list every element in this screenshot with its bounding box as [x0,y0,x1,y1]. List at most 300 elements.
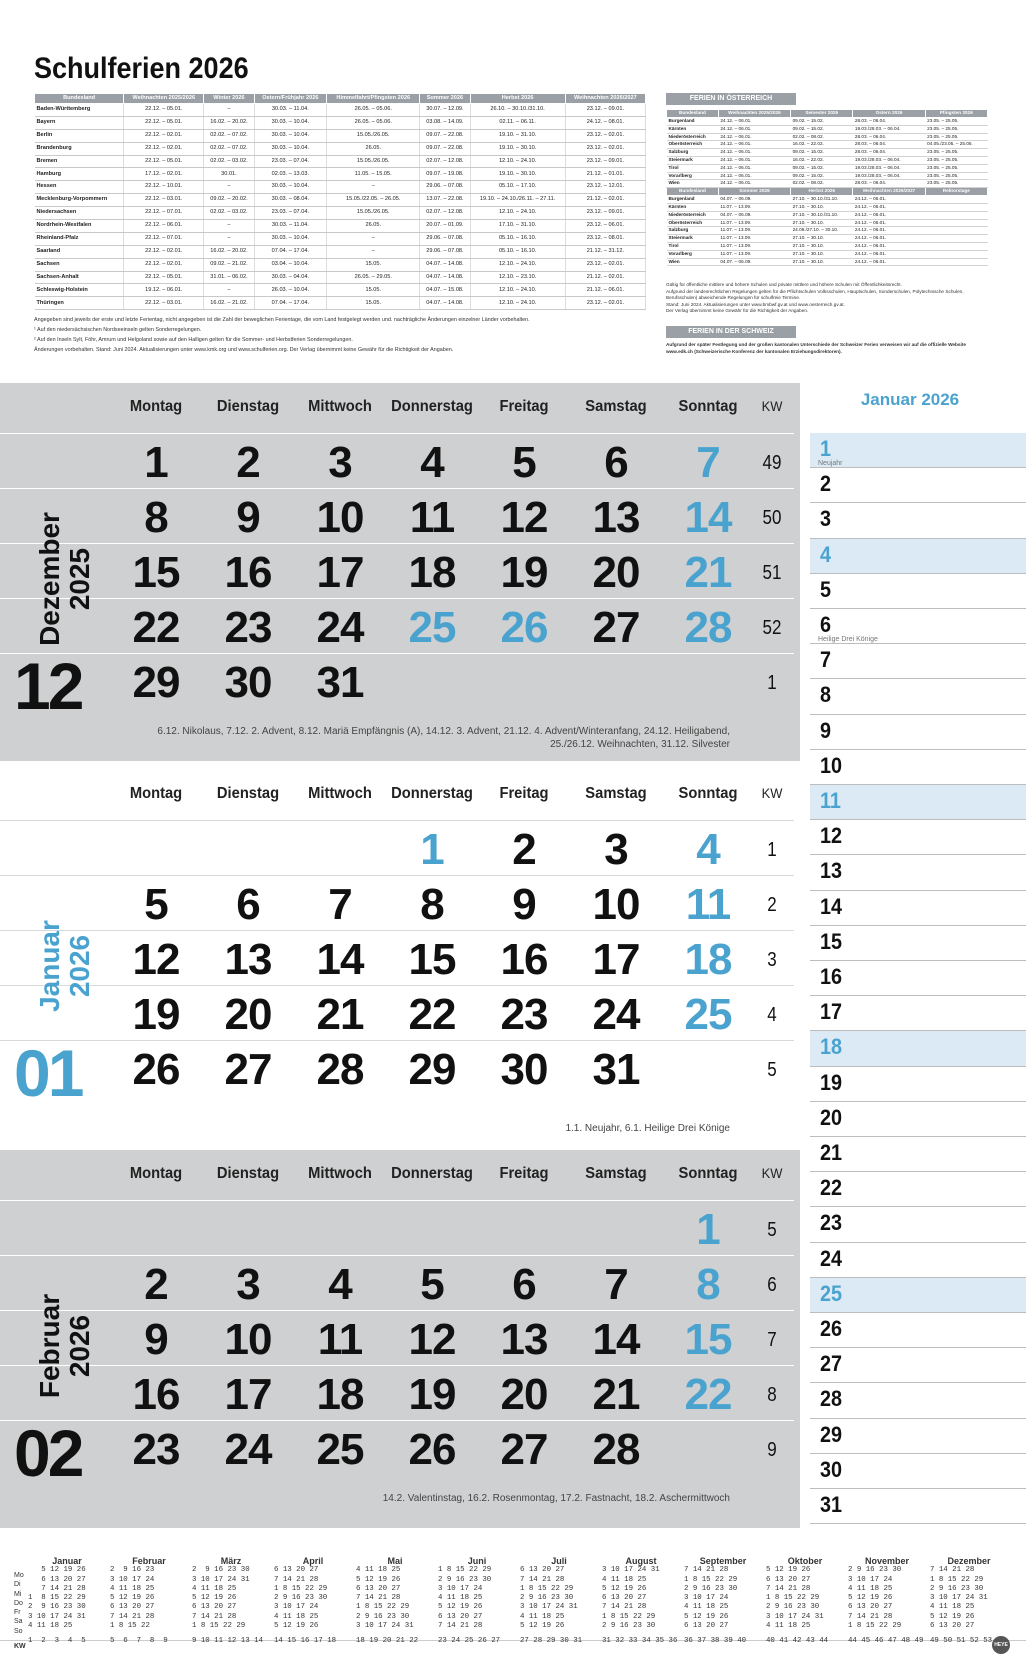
week-row [0,488,794,543]
day-cell[interactable]: 14 [592,1315,640,1364]
table-cell: 30.03. – 04.04. [254,271,327,284]
day-cell[interactable]: 10 [224,1315,272,1364]
table-cell: 15.05./26.05. [327,207,420,220]
austria-holiday-table [666,109,988,266]
table-cell: – [204,232,254,245]
day-cell[interactable]: 8 [144,493,168,542]
table-cell: 26.05. [327,220,420,233]
mini-month [192,1557,270,1647]
table-cell: 23.05. – 25.05. [925,149,987,157]
week-row [0,930,794,985]
day-list-row[interactable] [810,574,1026,609]
day-cell[interactable]: 15 [684,1315,732,1364]
table-header: Rektorstage [925,188,987,196]
day-cell[interactable]: 18 [684,935,732,984]
day-cell[interactable]: 13 [500,1315,548,1364]
table-cell: 12.10. – 24.10. [470,297,565,310]
day-cell[interactable]: 12 [500,493,548,542]
day-list-number: 22 [820,1175,843,1201]
weekday-label: Montag [129,785,183,802]
day-cell[interactable]: 3 [604,825,628,874]
table-cell: 09.02. – 21.02. [204,258,254,271]
table-cell: 19.03./28.03. – 06.04. [853,156,925,164]
table-cell [925,227,987,235]
table-cell [925,203,987,211]
holiday-line: 6.12. Nikolaus, 7.12. 2. Advent, 8.12. Mariä Empfängnis (A), 14.12. 3. Advent, 21.12. 4. Advent/Winteranfang, 24.12. Heiligabend, 25./26.12. Weihnachten, 31.12. Silvester [157,726,730,750]
day-cell[interactable]: 27 [592,603,640,652]
day-cell[interactable]: 24 [316,603,364,652]
weekday-label: Samstag [585,785,647,802]
day-cell[interactable]: 1 [420,825,444,874]
day-cell[interactable]: 6 [236,880,260,929]
day-cell[interactable]: 20 [592,548,640,597]
day-list-row[interactable] [810,1207,1026,1242]
state-cell: Burgenland [667,196,719,204]
table-cell: 26.03. – 10.04. [254,284,327,297]
table-cell: 23.12. – 12.01. [565,181,645,194]
day-list-number: 11 [820,788,841,813]
day-list-row[interactable] [810,503,1026,538]
day-cell[interactable]: 17 [316,548,364,597]
state-cell: Steiermark [667,235,719,243]
day-cell[interactable]: 31 [316,658,364,707]
day-cell[interactable]: 26 [132,1045,180,1094]
table-row [667,242,988,250]
day-cell[interactable]: 21 [316,990,364,1039]
weekday-label: Mittwoch [308,785,372,802]
weekday-label: Sonntag [678,785,738,802]
day-cell[interactable]: 16 [224,548,272,597]
day-list-row[interactable] [810,715,1026,750]
day-list-row[interactable] [810,750,1026,785]
table-row [667,149,988,157]
table-cell: 09.07. – 22.08. [420,142,470,155]
table-cell: 24.12. – 06.01. [853,235,925,243]
weekday-label: Donnerstag [391,1165,473,1182]
table-cell: 24.12. – 06.01. [718,172,790,180]
note-line: ¹ Auf den niedersächsischen Nordseeinseln gelten Sonderregelungen. [34,327,202,334]
table-row [667,164,988,172]
table-row [667,196,988,204]
day-cell[interactable]: 18 [316,1370,364,1419]
day-cell[interactable]: 1 [696,1205,720,1254]
table-cell: 22.12. – 02.01. [124,258,204,271]
state-cell: Hamburg [35,168,124,181]
day-cell[interactable]: 7 [328,880,352,929]
day-list-row[interactable] [810,891,1026,926]
mini-month-title: August [625,1556,657,1566]
day-list-number: 13 [820,858,843,884]
table-cell: 26.05. – 05.06. [327,116,420,129]
table-cell: 19.03./28.03. – 06.04. [853,125,925,133]
table-cell: 23.12. – 09.01. [565,155,645,168]
table-row [35,207,646,220]
holiday-line: 14.2. Valentinstag, 16.2. Rosenmontag, 17.2. Fastnacht, 18.2. Aschermittwoch [382,1493,730,1504]
table-cell: 22.12. – 05.01. [124,155,204,168]
day-cell[interactable]: 19 [500,548,548,597]
table-cell: 22.12. – 07.01. [124,232,204,245]
week-row [0,653,794,708]
table-row [667,172,988,180]
day-cell[interactable]: 2 [512,825,536,874]
day-list-row[interactable] [810,820,1026,855]
table-cell: 12.10. – 24.10. [470,155,565,168]
table-cell: 02.02. – 03.02. [204,207,254,220]
note-line: ² Auf den Inseln Sylt, Föhr, Amrum und Helgoland sowie auf den Halligen gelten für die Sommer- und Herbstferien Sonderregelungen. [34,337,353,344]
table-cell: 19.03./28.03. – 06.04. [853,164,925,172]
week-number: 51 [762,562,782,584]
table-cell: 11.07. – 13.09. [718,219,790,227]
state-cell: Oberösterreich [667,141,719,149]
week-number: 4 [767,1004,777,1026]
table-row [35,168,646,181]
table-cell: 24.12. – 06.01. [718,125,790,133]
table-row [35,142,646,155]
day-cell[interactable]: 26 [500,603,548,652]
day-list-number: 9 [820,717,832,743]
mini-month [274,1557,352,1647]
day-list-row[interactable] [810,644,1026,679]
day-list-row[interactable] [810,961,1026,996]
day-cell[interactable]: 4 [420,438,444,487]
day-cell[interactable]: 28 [316,1045,364,1094]
table-cell: 26.05. – 29.05. [327,271,420,284]
day-cell[interactable]: 10 [592,880,640,929]
day-list-row[interactable] [810,1454,1026,1489]
day-cell[interactable]: 30 [224,658,272,707]
state-cell: Mecklenburg-Vorpommern [35,194,124,207]
day-cell[interactable]: 24 [592,990,640,1039]
table-cell: 04.07. – 14.08. [420,297,470,310]
day-cell[interactable]: 5 [420,1260,444,1309]
day-list-row[interactable] [810,1031,1026,1066]
day-cell[interactable]: 11 [317,1315,363,1364]
mini-month-title: November [864,1556,909,1566]
weekday-label: Samstag [585,1165,647,1182]
table-row [667,219,988,227]
day-cell[interactable]: 31 [592,1045,640,1094]
day-cell[interactable]: 26 [408,1425,456,1474]
day-cell[interactable]: 30 [500,1045,548,1094]
mini-month [930,1557,1008,1647]
weekday-header [0,770,800,818]
table-cell: 23.12. – 02.01. [565,142,645,155]
day-cell[interactable]: 5 [512,438,536,487]
table-cell: 23.05. – 25.05. [925,180,987,188]
mini-month-days: 5 12 19 26 6 13 20 27 7 14 21 28 1 8 15 22 29 2 9 16 23 30 3 10 17 24 31 4 11 18 25 [766,1566,824,1631]
state-cell: Sachsen-Anhalt [35,271,124,284]
table-cell: 30.07. – 12.09. [420,104,470,117]
day-cell[interactable]: 14 [684,493,732,542]
day-cell[interactable]: 8 [420,880,444,929]
table-cell: 09.02. – 15.02. [791,164,853,172]
table-cell: 24.12. – 06.01. [718,118,790,126]
table-cell: 11.07. – 13.09. [718,242,790,250]
table-row [35,104,646,117]
mini-month-title: Dezember [947,1556,991,1566]
day-list-row[interactable] [810,1102,1026,1137]
day-cell[interactable]: 28 [592,1425,640,1474]
table-row [35,194,646,207]
day-cell[interactable]: 9 [236,493,260,542]
table-cell: 05.10. – 16.10. [470,232,565,245]
weekday-label: Freitag [499,785,549,802]
table-cell: 24.12. – 06.01. [853,242,925,250]
day-list-row[interactable] [810,855,1026,890]
table-cell: 05.10. – 16.10. [470,245,565,258]
mini-month-kw: 1 2 3 4 5 [28,1637,86,1646]
table-cell: 02.02. – 07.02. [204,129,254,142]
day-cell[interactable]: 18 [408,548,456,597]
mini-month-kw: 40 41 42 43 44 [766,1637,829,1646]
day-list-row[interactable] [810,996,1026,1031]
day-list-row[interactable] [810,1278,1026,1313]
table-cell: 09.02. – 20.02. [204,194,254,207]
month-label [18,890,95,1050]
table-row [667,156,988,164]
day-cell[interactable]: 6 [604,438,628,487]
table-cell [925,219,987,227]
table-cell: 22.12. – 02.01. [124,129,204,142]
day-cell[interactable]: 4 [696,825,720,874]
note-line: Stand: Juni 2024. Aktualisierungen unter www.bmbwf.gv.at und www.oesterreich.gv.at. [666,301,845,307]
day-list-row[interactable] [810,1137,1026,1172]
day-cell[interactable]: 17 [224,1370,272,1419]
day-cell[interactable]: 12 [132,935,180,984]
day-list-number: 24 [820,1245,843,1271]
state-cell: Brandenburg [35,142,124,155]
month-year: 2025 [64,547,95,611]
day-cell[interactable]: 4 [328,1260,352,1309]
day-cell[interactable]: 9 [512,880,536,929]
mini-weekday-labels: Mo Di Mi Do Fr Sa So [14,1572,24,1635]
table-cell: 24.12. – 06.01. [718,164,790,172]
table-cell: 29.06. – 07.08. [420,245,470,258]
day-list-row[interactable] [810,785,1026,820]
day-cell[interactable]: 1 [144,438,168,487]
table-cell: 02.02. – 03.02. [204,155,254,168]
day-cell[interactable]: 25 [684,990,732,1039]
day-cell[interactable]: 29 [132,658,180,707]
state-cell: Salzburg [667,227,719,235]
week-number: 52 [762,617,782,639]
weekday-label: Sonntag [678,398,738,415]
day-list-row[interactable] [810,926,1026,961]
table-cell: 27.10. – 30.10. [791,235,853,243]
table-header: Weihnachten 2026/2027 [853,188,925,196]
month-block-januar [0,770,800,1148]
day-list-row[interactable] [810,679,1026,714]
day-cell[interactable]: 23 [224,603,272,652]
day-list-row[interactable] [810,1383,1026,1418]
mini-month-kw: 18 19 20 21 22 [356,1637,419,1646]
day-cell[interactable]: 15 [408,935,456,984]
note-line: Der Verlag übernimmt keine Gewähr für die Richtigkeit der Angaben. [666,308,809,314]
day-cell[interactable]: 16 [132,1370,180,1419]
day-cell[interactable]: 12 [408,1315,456,1364]
day-cell[interactable]: 23 [132,1425,180,1474]
table-cell: 04.05./23.05. – 25.05. [925,141,987,149]
note-line: Angegeben sind jeweils der erste und letzte Ferientag, nicht angegeben ist die Zahl der beweglichen Ferientage, die vom Land festgelegt werden und. nachträgliche Änderungen einzelner Länder vorbehalten. [34,317,530,323]
table-cell: 07.04. – 17.04. [254,245,327,258]
note-line: Gültig für öffentliche mittlere und höhere Schulen und private mittlere und höhere Schulen mit Öffentlichkeitsrecht. [666,282,902,287]
mini-month-kw: 27 28 29 30 31 [520,1637,583,1646]
day-cell[interactable]: 9 [144,1315,168,1364]
table-cell: 11.05. – 15.05. [327,168,420,181]
table-cell: 15.05./26.05. [327,155,420,168]
table-cell: 29.06. – 07.08. [420,181,470,194]
day-list-number: 20 [820,1104,843,1130]
table-cell: 09.07. – 22.08. [420,129,470,142]
day-cell[interactable]: 20 [224,990,272,1039]
month-number: 01 [14,1036,82,1110]
day-list-number: 30 [820,1456,843,1482]
day-cell[interactable]: 14 [316,935,364,984]
note-line: Aufgrund der landesrechtlichen Regelungen gelten für die Pflichtschulen Volksschulen, Hauptschulen, Sonderschulen, Polytechnische Schulen, Berufsschulen) abweichende Regelungen für schulfreie Termine. [666,288,964,301]
day-cell[interactable]: 21 [684,548,732,597]
table-cell: 23.12. – 02.01. [565,297,645,310]
week-row [0,1200,794,1255]
table-header: Winter 2026 [204,94,254,104]
weekday-label: Sonntag [678,1165,738,1182]
day-list-row[interactable] [810,1067,1026,1102]
day-list-row[interactable] [810,1313,1026,1348]
mini-month [110,1557,188,1647]
day-cell[interactable]: 13 [224,935,272,984]
month-year: 2026 [64,1314,95,1378]
table-cell: 07.04. – 17.04. [254,297,327,310]
table-cell: 11.07. – 13.09. [718,227,790,235]
day-cell[interactable]: 19 [408,1370,456,1419]
mini-month-kw: 23 24 25 26 27 [438,1637,501,1646]
state-cell: Baden-Württemberg [35,104,124,117]
day-cell[interactable]: 22 [132,603,180,652]
day-cell[interactable]: 24 [224,1425,272,1474]
table-cell: 02.02. – 08.02. [791,133,853,141]
table-cell: 02.11. – 06.11. [470,116,565,129]
day-list-row[interactable] [810,433,1026,468]
day-cell[interactable]: 29 [408,1045,456,1094]
table-header: Sommer 2026 [718,188,790,196]
day-cell[interactable]: 27 [500,1425,548,1474]
day-cell[interactable]: 28 [684,603,732,652]
day-cell[interactable]: 15 [132,548,180,597]
table-header: Bundesland [35,94,124,104]
day-cell[interactable]: 17 [592,935,640,984]
day-cell[interactable]: 7 [696,438,720,487]
day-cell[interactable]: 3 [328,438,352,487]
month-name: Januar [34,920,65,1012]
day-cell[interactable]: 2 [236,438,260,487]
weekday-label: Donnerstag [391,785,473,802]
month-name: Februar [34,1293,65,1399]
mini-month-title: Januar [52,1556,82,1566]
table-cell: 21.12. – 06.01. [565,284,645,297]
day-list-row[interactable] [810,1348,1026,1383]
day-cell[interactable]: 22 [408,990,456,1039]
table-cell: 24.12. – 06.01. [853,227,925,235]
day-cell[interactable]: 11 [685,880,731,929]
day-list-row[interactable] [810,609,1026,644]
day-cell[interactable]: 25 [408,603,456,652]
day-list-number: 21 [820,1140,843,1165]
state-cell: Kärnten [667,203,719,211]
table-cell: 02.03. – 13.03. [254,168,327,181]
week-number: 49 [762,452,782,474]
mini-month-kw: 44 45 46 47 48 49 [848,1637,924,1646]
table-cell: 23.12. – 02.01. [565,258,645,271]
weekday-label: Montag [129,398,183,415]
day-list-number: 31 [820,1492,843,1517]
table-cell: 17.12. – 02.01. [124,168,204,181]
table-cell: 09.02. – 15.02. [791,172,853,180]
day-list-row[interactable] [810,1243,1026,1278]
day-cell[interactable]: 8 [696,1260,720,1309]
day-cell[interactable]: 16 [500,935,548,984]
week-row [0,985,794,1040]
table-cell: 11.07. – 13.09. [718,235,790,243]
day-list-number: 4 [820,541,832,567]
day-list-number: 17 [820,999,843,1025]
table-cell: 19.10. – 31.10. [470,129,565,142]
day-list-row[interactable] [810,1419,1026,1454]
day-cell[interactable]: 22 [684,1370,732,1419]
day-cell[interactable]: 5 [144,880,168,929]
mini-month-kw: 14 15 16 17 18 [274,1637,337,1646]
weekday-label: Dienstag [216,1165,280,1182]
table-cell: 19.10. – 24.10./26.11. – 27.11. [470,194,565,207]
day-list-number: 3 [820,506,832,532]
day-cell[interactable]: 11 [409,493,455,542]
state-cell: Hessen [35,181,124,194]
day-list-row[interactable] [810,468,1026,503]
weekday-label: Samstag [585,398,647,415]
day-list-row[interactable] [810,539,1026,574]
day-cell[interactable]: 27 [224,1045,272,1094]
day-cell[interactable]: 2 [144,1260,168,1309]
day-list-number: 19 [820,1069,843,1095]
table-cell: 19.12. – 06.01. [124,284,204,297]
table-cell: 22.12. – 03.01. [124,297,204,310]
day-cell[interactable]: 20 [500,1370,548,1419]
state-cell: Berlin [35,129,124,142]
day-cell[interactable]: 13 [592,493,640,542]
state-cell: Oberösterreich [667,219,719,227]
table-cell: 11.07. – 13.09. [718,203,790,211]
day-cell[interactable]: 25 [316,1425,364,1474]
day-cell[interactable]: 21 [592,1370,640,1419]
kw-header: KW [761,398,783,414]
day-list-row[interactable] [810,1172,1026,1207]
table-row [35,116,646,129]
mini-month-days: 2 9 16 23 30 3 10 17 24 31 4 11 18 25 5 12 19 26 6 13 20 27 7 14 21 28 1 8 15 22 29 [192,1566,250,1631]
day-list-row[interactable] [810,1489,1026,1524]
day-cell[interactable]: 19 [132,990,180,1039]
weekday-label: Freitag [499,1165,549,1182]
table-cell: 19.10. – 30.10. [470,168,565,181]
table-cell [925,235,987,243]
week-number: 7 [767,1329,777,1351]
day-cell[interactable]: 3 [236,1260,260,1309]
day-cell[interactable]: 23 [500,990,548,1039]
day-cell[interactable]: 10 [316,493,364,542]
day-cell[interactable]: 7 [604,1260,628,1309]
table-cell [925,250,987,258]
table-cell: 15.05. [327,297,420,310]
day-cell[interactable]: 6 [512,1260,536,1309]
table-cell: 22.12. – 05.01. [124,271,204,284]
table-cell: 27.10. – 30.10. [791,203,853,211]
